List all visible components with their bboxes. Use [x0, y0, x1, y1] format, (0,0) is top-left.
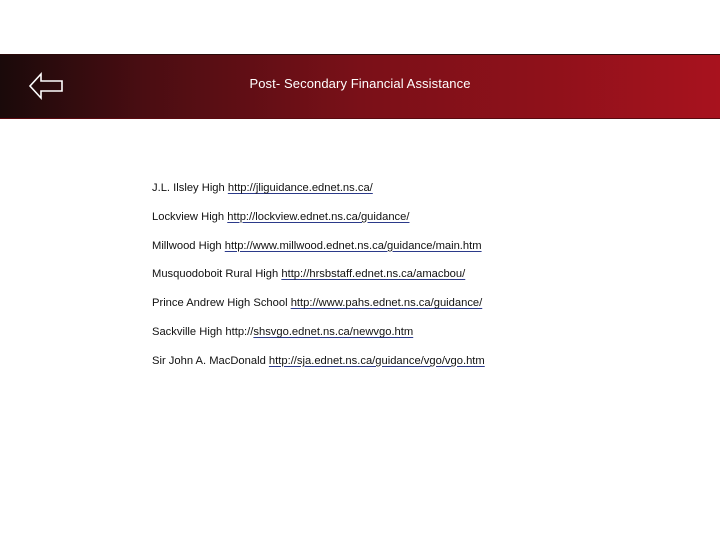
header-bar [0, 54, 720, 119]
list-item [152, 353, 485, 382]
school-name: Millwood High [152, 239, 222, 252]
school-guidance-link[interactable]: http://jliguidance.ednet.ns.ca/ [227, 182, 373, 194]
list-item [152, 266, 485, 295]
list-item [152, 180, 485, 209]
school-guidance-link[interactable]: http://www.pahs.ednet.ns.ca/guidance/ [290, 297, 483, 310]
school-name: J.L. Ilsley High [152, 182, 225, 194]
list-item [152, 324, 485, 353]
school-guidance-link[interactable]: http://www.millwood.ednet.ns.ca/guidance/main.htm [224, 239, 482, 252]
link-prefix: http:// [225, 325, 254, 338]
school-guidance-link[interactable]: http://lockview.ednet.ns.ca/guidance/ [227, 210, 410, 223]
school-name: Prince Andrew High School [152, 297, 288, 310]
school-name: Sackville High [152, 325, 223, 338]
list-item [152, 209, 485, 238]
list-item [152, 295, 485, 324]
school-guidance-link[interactable]: http://sja.ednet.ns.ca/guidance/vgo/vgo.htm [268, 354, 485, 367]
school-guidance-link[interactable]: http://hrsbstaff.ednet.ns.ca/amacbou/ [281, 268, 466, 281]
school-name: Musquodoboit Rural High [152, 268, 279, 281]
school-name: Sir John A. MacDonald [152, 354, 266, 367]
school-guidance-link[interactable]: shsvgo.ednet.ns.ca/newvgo.htm [253, 325, 414, 338]
school-name: Lockview High [152, 210, 225, 223]
school-links-list [152, 180, 485, 382]
list-item [152, 238, 485, 267]
page-title: Post- Secondary Financial Assistance [249, 76, 471, 91]
